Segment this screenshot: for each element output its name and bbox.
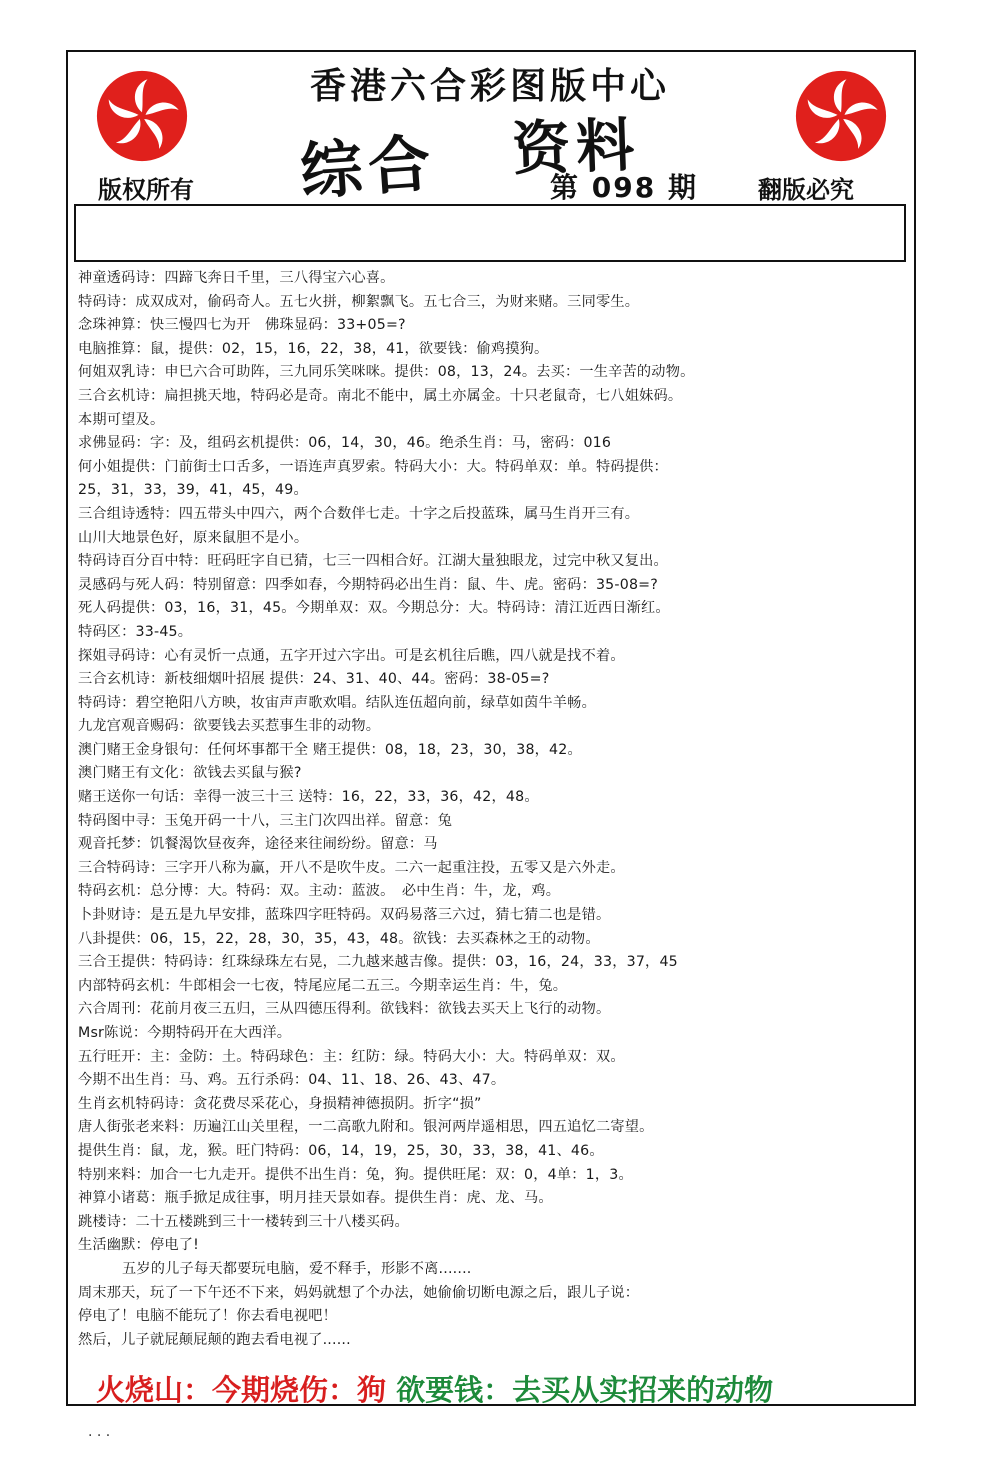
bauhinia-flower-icon (96, 70, 188, 162)
joke-line: 周末那天，玩了一下午还不下来，妈妈就想了个办法，她偷偷切断电源之后，跟儿子说： (78, 1284, 640, 1301)
content-line: 三合王提供：特码诗：红珠绿珠左右晃，二九越来越吉像。提供：03，16，24，33，37，45 (78, 954, 678, 971)
content-line: 内部特码玄机：牛郎相会一七夜，特尾应尾二五三。今期幸运生肖：牛，兔。 (78, 977, 568, 994)
joke-title: 生活幽默：停电了! (78, 1237, 199, 1254)
content-line: 观音托梦：饥餐渴饮昼夜奔，途径来往闹纷纷。留意：马 (78, 836, 438, 853)
joke-line: 停电了！电脑不能玩了！你去看电视吧！ (78, 1308, 337, 1325)
content-line: 灵感码与死人码：特别留意：四季如春，今期特码必出生肖：鼠、牛、虎。密码：35-08=? (78, 576, 658, 593)
content-line: 特码诗百分百中特：旺码旺字自已猜，七三一四相合好。江湖大量独眼龙，过完中秋又复出。 (78, 553, 668, 570)
content-line: 提供生肖：鼠，龙，猴。旺门特码：06，14，19，25，30，33，38，41、46。 (78, 1142, 604, 1159)
content-line: 澳门赌王有文化：欲钱去买鼠与猴? (78, 765, 302, 782)
footer-banner (96, 1368, 773, 1409)
content-line: 探姐寻码诗：心有灵忻一点通，五字开过六字出。可是玄机往后瞧，四八就是找不着。 (78, 647, 625, 664)
anti-piracy-tag: 翻版必究 (758, 176, 854, 204)
content-line: 三合玄机诗：新枝细烟叶招展 提供：24、31、40、44。密码：38-05=? (78, 671, 550, 688)
footer-red-text: 火烧山：今期烧伤：狗 (96, 1373, 387, 1407)
content-line: 特码图中寻：玉兔开码一十八，三主门次四出祥。留意：兔 (78, 812, 453, 829)
content-line: 五行旺开：主：金防：土。特码球色：主：红防：绿。特码大小：大。特码单双：双。 (78, 1048, 625, 1065)
content-line: 三合组诗透特：四五带头中四六，两个合数伴七走。十字之后投蓝珠，属马生肖开三有。 (78, 505, 640, 522)
joke-line: 五岁的儿子每天都要玩电脑，爱不释手，形影不离....... (122, 1260, 472, 1277)
header-title: 香港六合彩图版中心 (309, 66, 670, 107)
content-line: 电脑推算：鼠，提供：02，15，16，22，38，41，欲要钱：偷鸡摸狗。 (78, 340, 549, 357)
content-line: 何姐双乳诗：申巳六合可助阵，三九同乐笑咪咪。提供：08，13，24。去买：一生辛苦的动物。 (78, 364, 695, 381)
content-line: 六合周刊：花前月夜三五归，三从四德压得利。欲钱料：欲钱去买天上飞行的动物。 (78, 1001, 611, 1018)
content-line: 九龙宫观音赐码：欲要钱去买惹事生非的动物。 (78, 718, 381, 735)
header-title-zonghe: 综合 (297, 126, 439, 209)
content-line: 特码诗：成双成对，偷码奇人。五七火拼，柳絮飘飞。五七合三，为财来赌。三同零生。 (78, 293, 640, 310)
content-line: 求佛显码：字：及，组码玄机提供：06，14，30，46。绝杀生肖：马，密码：016 (78, 435, 612, 452)
content-line: Msr陈说：今期特码开在大西洋。 (78, 1025, 292, 1041)
content-line: 八卦提供：06，15，22，28，30，35，43，48。欲钱：去买森林之王的动物。 (78, 930, 600, 947)
content-line: 何小姐提供：门前街士口舌多，一语连声真罗索。特码大小：大。特码单双：单。特码提供： (78, 458, 668, 475)
content-line: 今期不出生肖：马、鸡。五行杀码：04、11、18、26、43、47。 (78, 1072, 506, 1089)
content-line: 特码诗：碧空艳阳八方映，妆宙声声歌欢唱。结队连伍超向前，绿草如茵牛羊畅。 (78, 694, 596, 711)
bottom-marks: . . . (88, 1424, 111, 1440)
joke-line: 然后，儿子就屁颠屁颠的跑去看电视了...... (78, 1331, 351, 1348)
content-line: 25，31，33，39，41，45，49。 (78, 482, 308, 499)
content-line: 生肖玄机特码诗：贪花费尽采花心，身损精神德损阴。折字“损” (78, 1095, 482, 1112)
content-line: 唐人街张老来料：历遍江山关里程，一二高歌九附和。银河两岸遥相思，四五追忆二寄望。 (78, 1119, 654, 1136)
content-line: 卜卦财诗：是五是九早安排，蓝珠四字旺特码。双码易落三六过，猜七猜二也是错。 (78, 907, 611, 924)
content-line: 三合特码诗：三字开八称为赢，开八不是吹牛皮。二六一起重注投，五零又是六外走。 (78, 859, 625, 876)
footer-green-text: 欲要钱：去买从实招来的动物 (396, 1373, 774, 1407)
bauhinia-flower-icon (795, 70, 887, 162)
header-title-ziliao: 资料 (511, 110, 642, 184)
content-line: 山川大地景色好，原来鼠胆不是小。 (78, 529, 309, 546)
content-line: 三合玄机诗：扁担挑天地，特码必是奇。南北不能中，属土亦属金。十只老鼠奇，七八姐妹码。 (78, 387, 683, 404)
content-line: 本期可望及。 (78, 411, 165, 428)
content-line: 神算小诸葛：瓶手掀足成往事，明月挂天景如春。提供生肖：虎、龙、马。 (78, 1190, 553, 1207)
content-line: 神童透码诗：四蹄飞奔日千里，三八得宝六心喜。 (78, 270, 395, 286)
content-body (78, 267, 910, 1352)
blank-banner-box (74, 204, 906, 262)
content-line: 特码区：33-45。 (78, 623, 193, 640)
content-line: 特码玄机：总分博：大。特码：双。主动：蓝波。 必中生肖：牛，龙，鸡。 (78, 883, 561, 900)
content-line: 跳楼诗：二十五楼跳到三十一楼转到三十八楼买码。 (78, 1213, 409, 1230)
content-line: 死人码提供：03，16，31，45。今期单双：双。今期总分：大。特码诗：清江近西日渐红。 (78, 600, 670, 617)
content-line: 念珠神算：快三慢四七为开 佛珠显码：33+05=? (78, 317, 406, 334)
content-line: 澳门赌王金身银句：任何坏事都干全 赌王提供：08，18，23，30，38，42。 (78, 741, 582, 758)
content-line: 赌王送你一句话：幸得一波三十三 送特：16，22，33，36，42，48。 (78, 789, 539, 806)
content-line: 特别来料：加合一七九走开。提供不出生肖：兔，狗。提供旺尾：双：0，4单：1，3。 (78, 1166, 633, 1183)
issue-number: 第 098 期 (550, 171, 698, 204)
copyright-tag: 版权所有 (98, 176, 194, 204)
